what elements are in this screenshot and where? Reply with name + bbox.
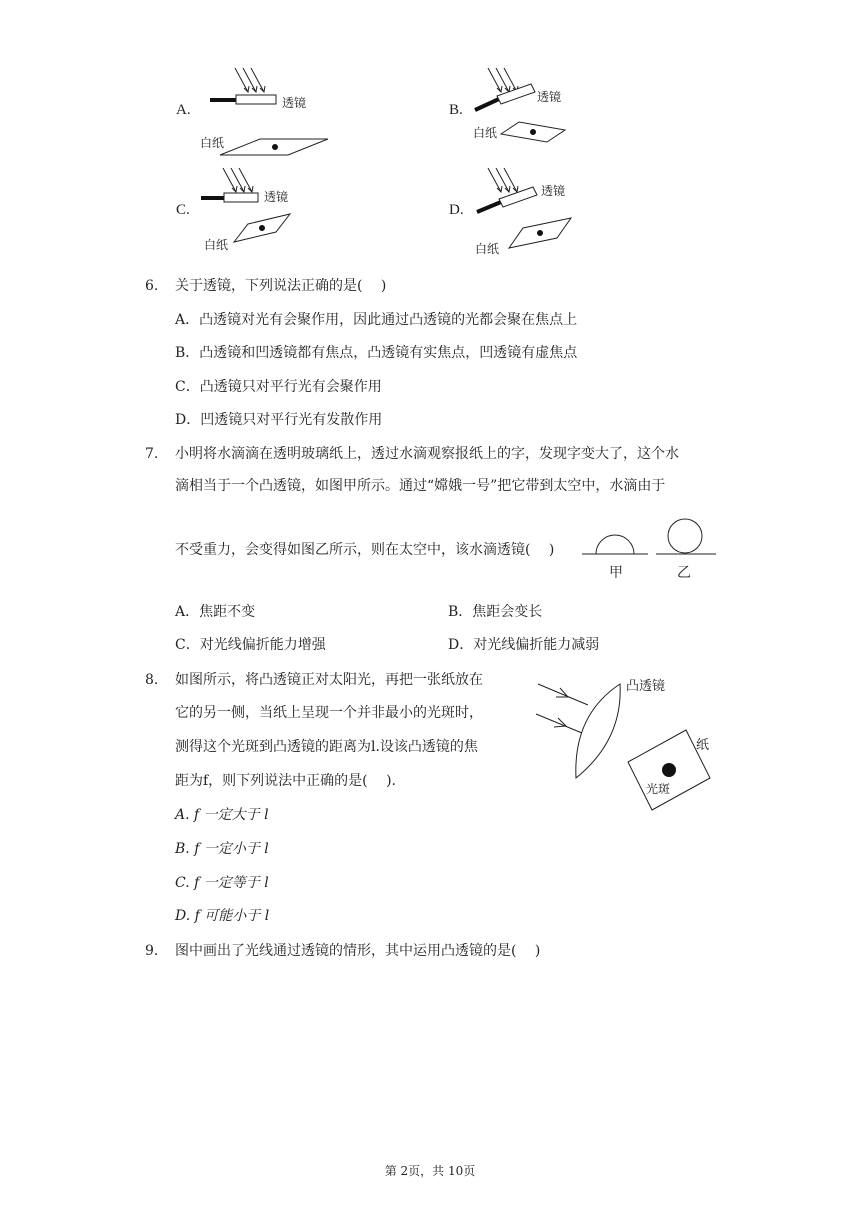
question-7-line-2: 滴相当于一个凸透镜，如图甲所示。通过“嫦娥一号”把它带到太空中，水滴由于: [175, 478, 666, 494]
question-7-figure-label-b: 乙: [677, 565, 691, 581]
page-footer: 第 2页，共 10页: [384, 1164, 476, 1178]
q5-figure-a-letter: A.: [176, 102, 191, 118]
q5-figure-c: [170, 162, 340, 258]
question-7-option-c[interactable]: C．对光线偏折能力增强: [175, 637, 326, 653]
question-6-number: 6.: [145, 278, 159, 294]
question-8-line-2: 它的另一侧，当纸上呈现一个并非最小的光斑时，: [175, 705, 483, 721]
question-8-figure-spot-label: 光斑: [646, 782, 671, 796]
question-9-number: 9.: [145, 943, 159, 959]
question-8-option-a[interactable]: A. f 一定大于 l: [175, 807, 269, 823]
question-8-line-1: 如图所示，将凸透镜正对太阳光，再把一张纸放在: [175, 672, 483, 688]
question-8-figure-lens-label: 凸透镜: [626, 679, 666, 694]
q5-figure-d-letter: D.: [449, 202, 464, 218]
q5-figure-b-paper-label: 白纸: [473, 126, 498, 140]
question-8-option-b[interactable]: B. f 一定小于 l: [175, 841, 269, 857]
question-6-option-c[interactable]: C．凸透镜只对平行光有会聚作用: [175, 379, 382, 395]
q5-figure-d-paper-label: 白纸: [475, 242, 500, 256]
question-7-line-3: 不受重力，会变得如图乙所示，则在太空中，该水滴透镜( ): [175, 542, 555, 558]
question-6-option-a[interactable]: A．凸透镜对光有会聚作用，因此通过凸透镜的光都会聚在焦点上: [175, 312, 578, 328]
question-8-line-3: 测得这个光斑到凸透镜的距离为l.设该凸透镜的焦: [175, 739, 478, 755]
q5-figure-a-lens-label: 透镜: [282, 96, 307, 110]
q5-figure-d: [445, 162, 615, 258]
question-9-stem: 图中画出了光线通过透镜的情形，其中运用凸透镜的是( ): [175, 943, 541, 959]
question-8-figure-paper-label: 纸: [696, 738, 710, 753]
question-7-option-d[interactable]: D．对光线偏折能力减弱: [448, 637, 600, 653]
question-7-option-a[interactable]: A．焦距不变: [175, 604, 256, 620]
q5-figure-d-lens-label: 透镜: [541, 184, 566, 198]
q5-figure-c-letter: C.: [176, 202, 190, 218]
question-7-number: 7.: [145, 446, 159, 462]
question-7-figure-label-a: 甲: [609, 565, 623, 581]
q5-figure-b-letter: B.: [449, 102, 463, 118]
q5-figure-b: [445, 62, 615, 162]
question-7-figure-drawing: [580, 514, 720, 556]
question-6-option-b[interactable]: B．凸透镜和凹透镜都有焦点，凸透镜有实焦点，凹透镜有虚焦点: [175, 345, 578, 361]
q5-figure-c-lens-label: 透镜: [264, 190, 289, 204]
question-8-figure: [528, 670, 718, 815]
question-8-option-d[interactable]: D. f 可能小于 l: [175, 908, 270, 924]
question-7-figure: [580, 514, 720, 584]
q5-figure-c-paper-label: 白纸: [204, 238, 229, 252]
question-8-option-c[interactable]: C. f 一定等于 l: [175, 875, 269, 891]
q5-figure-a: [170, 62, 340, 162]
question-8-figure-drawing: [528, 670, 718, 815]
question-6-stem: 关于透镜，下列说法正确的是( ): [175, 278, 387, 294]
question-7-line-1: 小明将水滴滴在透明玻璃纸上，透过水滴观察报纸上的字，发现字变大了，这个水: [175, 446, 679, 462]
q5-figure-a-paper-label: 白纸: [200, 136, 225, 150]
question-7-option-b[interactable]: B．焦距会变长: [448, 604, 543, 620]
question-8-line-4: 距为f，则下列说法中正确的是( ).: [175, 773, 397, 789]
q5-figure-b-drawing: [473, 62, 613, 158]
question-6-option-d[interactable]: D．凹透镜只对平行光有发散作用: [175, 412, 383, 428]
question-8-number: 8.: [145, 672, 159, 688]
q5-figure-b-lens-label: 透镜: [537, 90, 562, 104]
